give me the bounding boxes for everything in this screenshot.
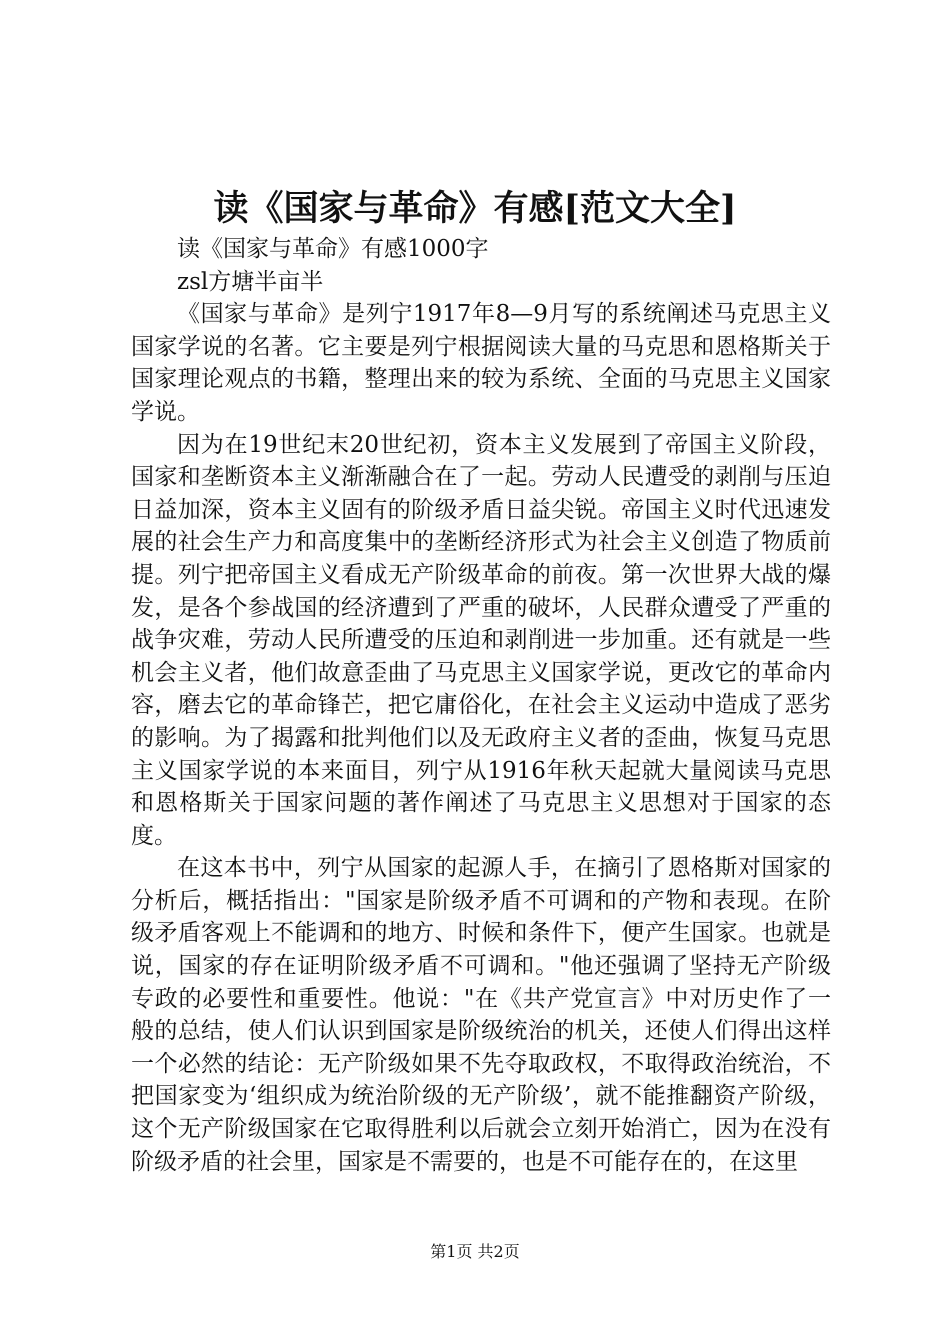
- paragraph-3: 在这本书中，列宁从国家的起源人手，在摘引了恩格斯对国家的分析后，概括指出："国家是阶级矛盾不可调和的产物和表现。在阶级矛盾客观上不能调和的地方、时候和条件下，便产生国家。也就是说，国家的存在证明阶级矛盾不可调和。"他还强调了坚持无产阶级专政的必要性和重要性。他说："在《共产党宣言》中对历史作了一般的总结，使人们认识到国家是阶级统治的机关，还使人们得出这样一个必然的结论：无产阶级如果不先夺取政权，不取得政治统治，不把国家变为‘组织成为统治阶级的无产阶级’，就不能推翻资产阶级，这个无产阶级国家在它取得胜利以后就会立刻开始消亡，因为在没有阶级矛盾的社会里，国家是不需要的，也是不可能存在的，在这里: [131, 855, 831, 1175]
- page-number-footer: 第1页 共2页: [430, 1242, 520, 1261]
- document-body: [131, 233, 831, 1178]
- document-title: 读《国家与革命》有感[范文大全]: [213, 188, 737, 229]
- document-subtitle: 读《国家与革命》有感1000字: [177, 236, 489, 262]
- paragraph-2: 因为在19世纪末20世纪初，资本主义发展到了帝国主义阶段，国家和垄断资本主义渐渐融合在了一起。劳动人民遭受的剥削与压迫日益加深，资本主义固有的阶级矛盾日益尖锐。帝国主义时代迅速发展的社会生产力和高度集中的垄断经济形式为社会主义创造了物质前提。列宁把帝国主义看成无产阶级革命的前夜。第一次世界大战的爆发，是各个参战国的经济遭到了严重的破坏，人民群众遭受了严重的战争灾难，劳动人民所遭受的压迫和剥削进一步加重。还有就是一些机会主义者，他们故意歪曲了马克思主义国家学说，更改它的革命内容，磨去它的革命锋芒，把它庸俗化，在社会主义运动中造成了恶劣的影响。为了揭露和批判他们以及无政府主义者的歪曲，恢复马克思主义国家学说的本来面目，列宁从1916年秋天起就大量阅读马克思和恩格斯关于国家问题的著作阐述了马克思主义思想对于国家的态度。: [131, 431, 831, 849]
- paragraph-1: 《国家与革命》是列宁1917年8—9月写的系统阐述马克思主义国家学说的名著。它主要是列宁根据阅读大量的马克思和恩格斯关于国家理论观点的书籍，整理出来的较为系统、全面的马克思主义国家学说。: [131, 301, 831, 425]
- document-author: zsl方塘半亩半: [177, 268, 324, 295]
